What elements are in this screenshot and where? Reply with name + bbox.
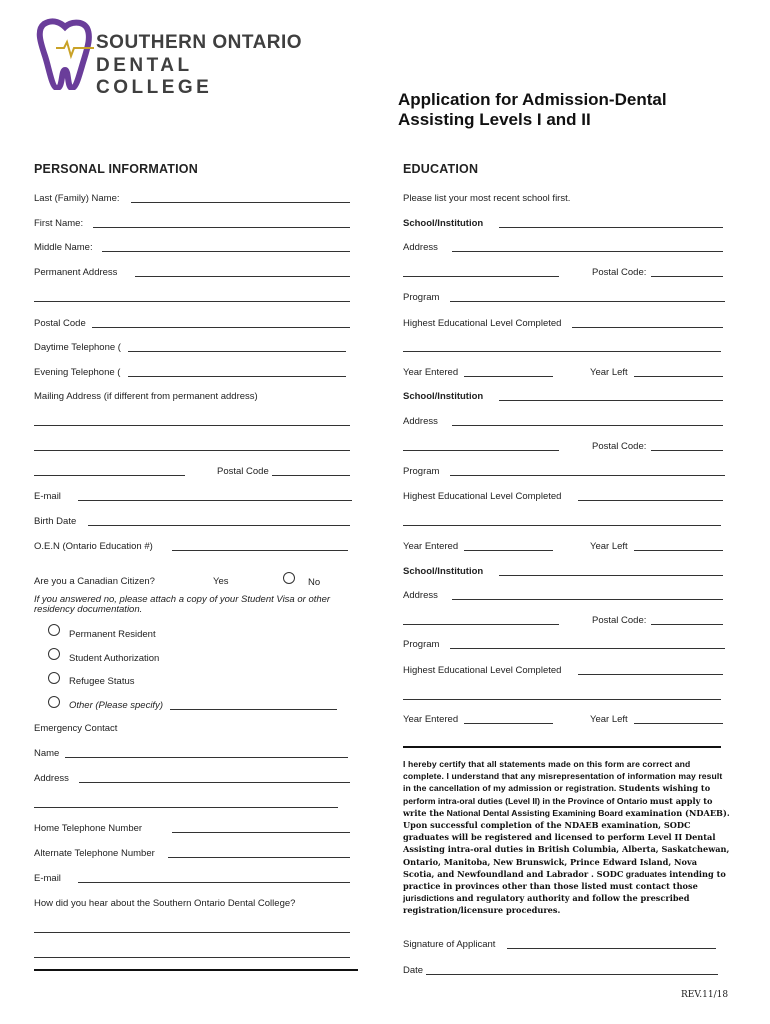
other-status-radio[interactable] <box>48 696 60 708</box>
first-name-field[interactable] <box>93 218 350 228</box>
other-status-field[interactable] <box>170 700 337 710</box>
school-1-program-label: Program <box>403 292 440 303</box>
school-2-address-label: Address <box>403 416 438 427</box>
school-2-label: School/Institution <box>403 391 484 402</box>
oen-label: O.E.N (Ontario Education #) <box>34 541 153 552</box>
school-1-label: School/Institution <box>403 218 484 229</box>
school-2-year-entered-label: Year Entered <box>403 541 459 552</box>
email-2-label: E-mail <box>34 873 61 884</box>
school-3-highest-field-2[interactable] <box>403 690 721 700</box>
school-3-address-field-2[interactable] <box>403 615 559 625</box>
school-1-address-field-2[interactable] <box>403 267 559 277</box>
school-2-year-entered-field[interactable] <box>464 541 553 551</box>
permanent-address-label: Permanent Address <box>34 267 118 278</box>
postal-code-label: Postal Code <box>34 318 86 329</box>
logo-line-1: SOUTHERN ONTARIO <box>96 32 303 53</box>
emergency-address-label: Address <box>34 773 69 784</box>
school-1-highest-field-2[interactable] <box>403 342 721 352</box>
form-title <box>398 90 667 130</box>
email-label: E-mail <box>34 491 61 502</box>
school-3-postal-field[interactable] <box>651 615 723 625</box>
school-1-postal-label: Postal Code: <box>592 267 647 278</box>
certification-statement: I hereby certify that all statements made on this form are correct and complete. I understand that any misrepresentation of information may result in the cancellation of my admission or registration. <box>403 759 723 794</box>
hear-about-label: How did you hear about the Southern Ontario Dental College? <box>34 898 296 909</box>
permanent-address-field-2[interactable] <box>34 292 350 302</box>
permanent-resident-label: Permanent Resident <box>69 629 156 640</box>
visa-note <box>34 595 330 615</box>
school-2-postal-field[interactable] <box>651 441 723 451</box>
visa-note-line-1: If you answered no, please attach a copy of your Student Visa or other <box>34 594 331 605</box>
school-2-postal-label: Postal Code: <box>592 441 647 452</box>
school-1-year-left-field[interactable] <box>634 367 723 377</box>
revision-label: REV.11/18 <box>681 990 729 1000</box>
school-2-address-field[interactable] <box>452 416 723 426</box>
first-name-label: First Name: <box>34 218 84 229</box>
school-2-program-label: Program <box>403 466 440 477</box>
school-3-year-entered-label: Year Entered <box>403 714 459 725</box>
school-2-year-left-label: Year Left <box>590 541 628 552</box>
emergency-address-field-2[interactable] <box>34 798 338 808</box>
emergency-address-field[interactable] <box>79 773 350 783</box>
evening-phone-label: Evening Telephone ( <box>34 367 121 378</box>
school-1-year-entered-field[interactable] <box>464 367 553 377</box>
school-3-year-entered-field[interactable] <box>464 714 553 724</box>
left-bottom-rule <box>34 969 358 971</box>
email-2-field[interactable] <box>78 873 350 883</box>
refugee-status-radio[interactable] <box>48 672 60 684</box>
school-3-address-label: Address <box>403 590 438 601</box>
logo-line-2: DENTAL COLLEGE <box>96 55 213 98</box>
school-1-program-field[interactable] <box>450 292 725 302</box>
home-phone-field[interactable] <box>172 823 350 833</box>
certification-p4: intending to practice in provinces other than those listed must contact those <box>403 868 726 892</box>
tooth-logo-icon <box>34 18 94 90</box>
school-3-program-field[interactable] <box>450 639 725 649</box>
date-field[interactable] <box>426 965 718 975</box>
postal-code-2-field[interactable] <box>272 466 350 476</box>
mailing-address-field-3[interactable] <box>34 466 185 476</box>
emergency-name-field[interactable] <box>65 748 348 758</box>
certification-b3: graduates <box>625 868 667 879</box>
birth-date-field[interactable] <box>88 516 350 526</box>
school-2-highest-field[interactable] <box>578 491 723 501</box>
middle-name-field[interactable] <box>102 242 350 252</box>
emergency-contact-label: Emergency Contact <box>34 723 118 734</box>
school-2-highest-field-2[interactable] <box>403 516 721 526</box>
alt-phone-label: Alternate Telephone Number <box>34 848 155 859</box>
citizen-no-radio[interactable] <box>283 572 295 584</box>
email-field[interactable] <box>78 491 352 501</box>
emergency-name-label: Name <box>34 748 60 759</box>
school-2-year-left-field[interactable] <box>634 541 723 551</box>
school-3-year-left-label: Year Left <box>590 714 628 725</box>
mailing-address-label: Mailing Address (if different from permanent address) <box>34 391 258 402</box>
certification-p2: must apply to write the <box>403 795 713 818</box>
personal-info-heading: PERSONAL INFORMATION <box>34 162 198 176</box>
postal-code-2-label: Postal Code <box>217 466 269 477</box>
school-3-postal-label: Postal Code: <box>592 615 647 626</box>
other-status-label: Other (Please specify) <box>69 700 163 711</box>
school-2-address-field-2[interactable] <box>403 441 559 451</box>
school-3-address-field[interactable] <box>452 590 723 600</box>
permanent-resident-radio[interactable] <box>48 624 60 636</box>
home-phone-label: Home Telephone Number <box>34 823 143 834</box>
visa-note-line-2: residency documentation. <box>34 604 143 615</box>
certification-p1: Students wishing to <box>618 783 711 794</box>
school-1-field[interactable] <box>499 218 723 228</box>
form-title-line-1: Application for Admission-Dental <box>398 90 667 109</box>
form-title-line-2: Assisting Levels I and II <box>398 110 591 129</box>
school-3-highest-label: Highest Educational Level Completed <box>403 665 562 676</box>
school-2-highest-label: Highest Educational Level Completed <box>403 491 562 502</box>
refugee-status-label: Refugee Status <box>69 676 135 687</box>
school-1-address-field[interactable] <box>452 242 723 252</box>
citizen-question: Are you a Canadian Citizen? <box>34 576 155 587</box>
certification-p5: and regulatory authority and follow the prescribed registration/licensure procedures. <box>403 893 690 916</box>
school-1-highest-label: Highest Educational Level Completed <box>403 318 562 329</box>
certification-b4: jurisdictions <box>403 893 455 904</box>
signature-label: Signature of Applicant <box>403 939 496 950</box>
evening-phone-field[interactable] <box>128 367 346 377</box>
middle-name-label: Middle Name: <box>34 242 93 253</box>
school-1-year-left-label: Year Left <box>590 367 628 378</box>
school-2-field[interactable] <box>499 391 723 401</box>
daytime-phone-field[interactable] <box>128 342 346 352</box>
postal-code-field[interactable] <box>92 318 350 328</box>
hear-about-field-2[interactable] <box>34 948 350 958</box>
birth-date-label: Birth Date <box>34 516 77 527</box>
school-2-program-field[interactable] <box>450 466 725 476</box>
college-logo <box>34 18 304 98</box>
alt-phone-field[interactable] <box>168 848 350 858</box>
school-1-highest-field[interactable] <box>572 318 723 328</box>
hear-about-field[interactable] <box>34 923 350 933</box>
certification-b2: National Dental Assisting Examining Board <box>446 807 624 818</box>
certification-text <box>403 758 731 917</box>
certification-p3: examination (NDAEB). Upon successful completion of the NDAEB examination, SODC graduates will be registered and licensed to perform Level II Dental Assisting intra-oral duties in British Columbia, Alberta, Saskatchewan, Ontario, Manitoba, New Brunswick, Prince Edward Island, Nova Scotia, and Newfoundland and Labrador . SODC <box>403 807 730 879</box>
education-heading: EDUCATION <box>403 162 479 176</box>
mailing-address-field-2[interactable] <box>34 441 350 451</box>
citizen-yes-label: Yes <box>213 576 229 587</box>
permanent-address-field[interactable] <box>135 267 350 277</box>
school-1-address-label: Address <box>403 242 438 253</box>
certification-b1: perform intra-oral duties (Level II) in the Province of Ontario <box>403 795 648 806</box>
education-intro: Please list your most recent school first. <box>403 193 571 204</box>
mailing-address-field[interactable] <box>34 416 350 426</box>
student-authorization-label: Student Authorization <box>69 653 160 664</box>
last-name-label: Last (Family) Name: <box>34 193 120 204</box>
last-name-field[interactable] <box>131 193 350 203</box>
school-3-year-left-field[interactable] <box>634 714 723 724</box>
student-authorization-radio[interactable] <box>48 648 60 660</box>
oen-field[interactable] <box>172 541 348 551</box>
school-1-year-entered-label: Year Entered <box>403 367 459 378</box>
signature-field[interactable] <box>507 939 716 949</box>
certify-top-rule <box>403 746 721 748</box>
school-1-postal-field[interactable] <box>651 267 723 277</box>
daytime-phone-label: Daytime Telephone ( <box>34 342 121 353</box>
school-3-program-label: Program <box>403 639 440 650</box>
school-3-label: School/Institution <box>403 566 484 577</box>
school-3-field[interactable] <box>499 566 723 576</box>
citizen-no-label: No <box>308 577 321 588</box>
date-label: Date <box>403 965 424 976</box>
school-3-highest-field[interactable] <box>578 665 723 675</box>
